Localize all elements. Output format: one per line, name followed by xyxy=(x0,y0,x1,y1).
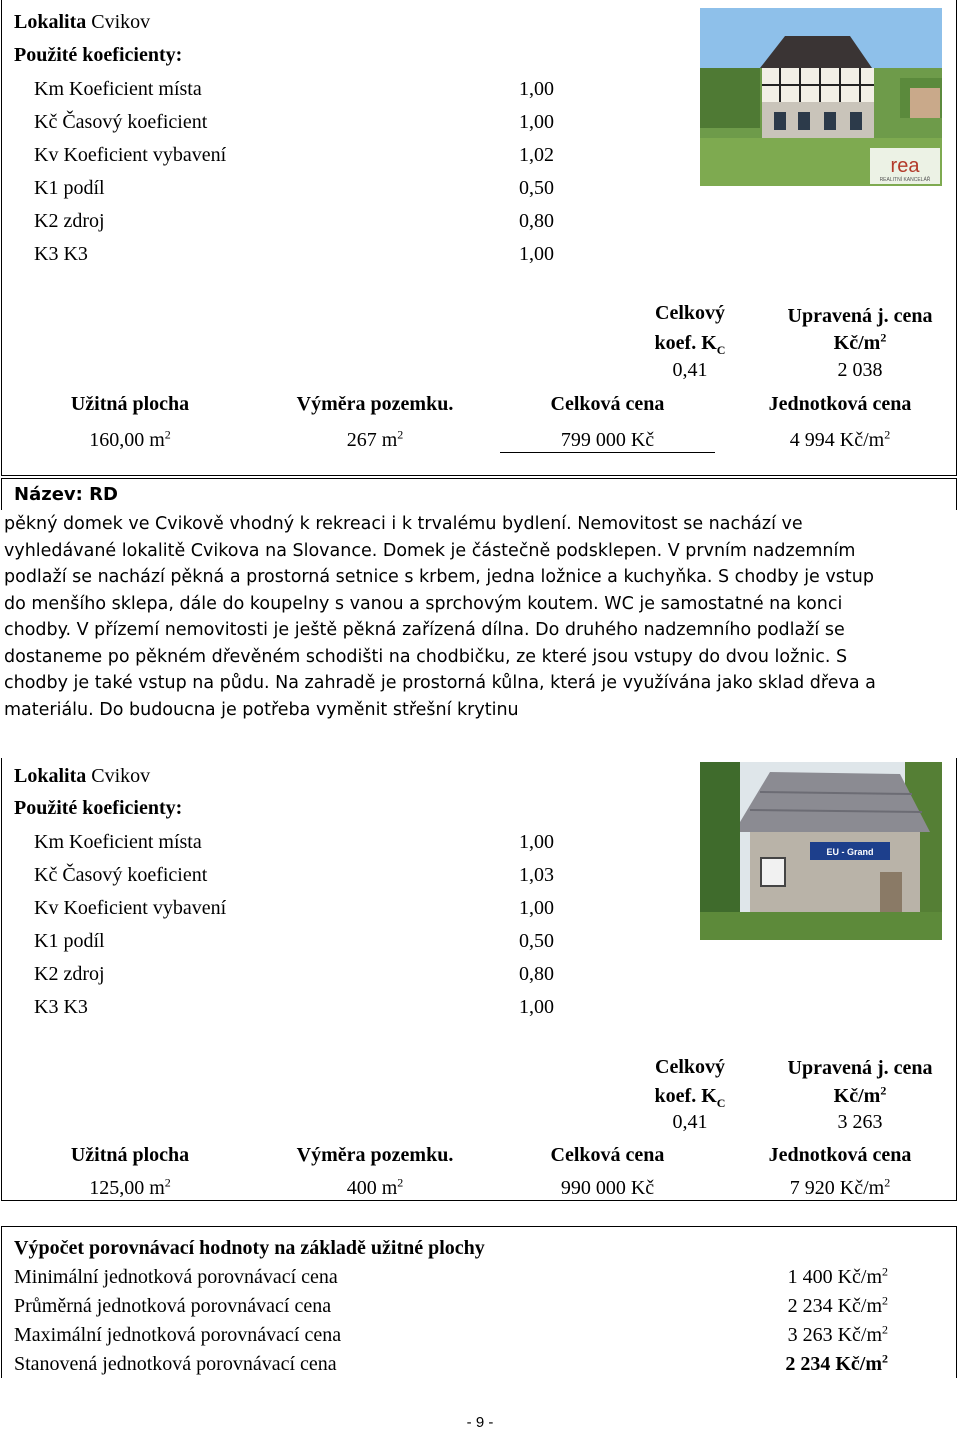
celkovy-koef-label-2: koef. $K_C$ xyxy=(654,1085,726,1110)
coefficient-label: Kč Časový koeficient xyxy=(34,111,208,133)
desc-title-value: RD xyxy=(89,484,118,505)
coefficient-label: Kv Koeficient vybavení xyxy=(34,144,227,166)
upravena-cena-label-1: Upravená j. cena xyxy=(787,305,933,327)
coefficient-value: 1,00 xyxy=(519,111,554,133)
summary-row-value: 2 234 $Kč/m^2$ xyxy=(787,1293,888,1317)
coefficient-label: K3 K3 xyxy=(34,243,88,265)
coefficient-value: 1,00 xyxy=(519,996,554,1018)
coefficient-value: 1,00 xyxy=(519,897,554,919)
summary-right-line xyxy=(956,1226,957,1378)
coefficient-row xyxy=(34,931,554,964)
coefficient-row xyxy=(34,898,554,931)
coefficient-label: K1 podíl xyxy=(34,930,105,952)
celkovy-koef-value: 0,41 xyxy=(672,1111,708,1133)
coefficient-value: 1,00 xyxy=(519,831,554,853)
page-number: - 9 - xyxy=(466,1414,494,1431)
frame-right-line xyxy=(956,0,957,476)
summary-row-label: Stanovená jednotková porovnávací cena xyxy=(14,1353,337,1375)
coefficient-value: 1,00 xyxy=(519,243,554,265)
frame-left-line xyxy=(1,0,2,476)
coefficient-value: 1,03 xyxy=(519,864,554,886)
header-celkova-cena: Celková cena xyxy=(550,1144,665,1166)
summary-row-value: 3 263 $Kč/m^2$ xyxy=(787,1322,888,1346)
shop-sign-text: EU - Grand xyxy=(826,847,874,857)
desc-line: chodby je také vstup na půdu. Na zahradě je prostorná kůlna, která je využívána jako sklad dřeva a xyxy=(4,673,876,693)
desc-title xyxy=(14,484,118,505)
desc-line: pěkný domek ve Cvikově vhodný k rekreaci i k trvalému bydlení. Nemovitost se nachází ve xyxy=(4,514,803,534)
desc-title-label: Název: xyxy=(14,484,83,505)
upravena-cena-value: 3 263 xyxy=(837,1111,883,1133)
upravena-cena-label-2: $Kč/m^2$ xyxy=(833,330,887,354)
desc-line: chodby. V přízemí nemovitosti je ještě pěkná zařízená dílna. Do druhého nadzemního podlaží se xyxy=(4,620,845,640)
coefficient-label: K2 zdroj xyxy=(34,963,105,985)
coefficient-label: Km Koeficient místa xyxy=(34,831,202,853)
header-vymera-pozemku: Výměra pozemku. xyxy=(296,393,454,415)
header-jednotkova-cena: Jednotková cena xyxy=(768,393,912,415)
coefficient-label: Kč Časový koeficient xyxy=(34,864,208,886)
property-photo xyxy=(700,762,942,940)
value-celkova-cena: 990 000 Kč xyxy=(560,1177,655,1199)
frame2-right-line xyxy=(956,758,957,1201)
value-vymera-pozemku: 400 $m^2$ xyxy=(346,1175,404,1199)
value-celkova-cena: 799 000 Kč xyxy=(560,429,655,451)
desc-line: podlaží se nachází pěkná a prostorná setnice s krbem, jedna ložnice a kuchyňka. S chodby je vstup xyxy=(4,567,874,587)
coefficient-value: 0,80 xyxy=(519,963,554,985)
desc-line: vyhledávané lokalitě Cvikova na Slovance. Domek je částečně podsklepen. V prvním nadzemním xyxy=(4,540,856,561)
desc-line: dostaneme po pěkném dřevěném schodišti na chodbičku, ze které jsou vstupy do dvou ložnic. S xyxy=(4,646,848,667)
desc-line: do menšího sklepa, dále do koupelny s vanou a sprchovým koutem. WC je samostatné na konci xyxy=(4,593,843,614)
upravena-cena-label-1: Upravená j. cena xyxy=(787,1057,933,1079)
desc-body xyxy=(4,511,956,723)
summary-left-line xyxy=(1,1226,2,1378)
header-uzitna-plocha: Užitná plocha xyxy=(70,1144,190,1166)
coefficient-row xyxy=(34,79,554,112)
celkovy-koef-label-1: Celkový xyxy=(655,1056,725,1078)
summary-row-label: Průměrná jednotková porovnávací cena xyxy=(14,1295,332,1317)
header-jednotkova-cena: Jednotková cena xyxy=(768,1144,912,1166)
desc-right-line xyxy=(956,478,957,510)
coefficient-label: K2 zdroj xyxy=(34,210,105,232)
celkovy-koef-label-1: Celkový xyxy=(655,302,725,324)
coefficient-label: K1 podíl xyxy=(34,177,105,199)
frame2-bottom-line xyxy=(1,1200,957,1201)
coefficient-row xyxy=(34,244,554,277)
coefficient-value: 1,02 xyxy=(519,144,554,166)
coefficient-value: 0,50 xyxy=(519,930,554,952)
value-jednotkova-cena: 7 920 $Kč/m^2$ xyxy=(789,1175,891,1199)
lokalita-line xyxy=(14,766,150,786)
coefficient-label: Kv Koeficient vybavení xyxy=(34,897,227,919)
lokalita-value: Cvikov xyxy=(91,765,151,787)
coefficient-row xyxy=(34,865,554,898)
header-vymera-pozemku: Výměra pozemku. xyxy=(296,1144,454,1166)
coefficient-label: K3 K3 xyxy=(34,996,88,1018)
desc-top-line xyxy=(1,478,957,479)
logo-subtext: REALITNÍ KANCELÁŘ xyxy=(879,177,931,183)
lokalita-value: Cvikov xyxy=(91,11,151,33)
upravena-cena-value: 2 038 xyxy=(837,359,883,381)
value-vymera-pozemku: 267 $m^2$ xyxy=(346,427,404,451)
frame2-left-line xyxy=(1,758,2,1201)
upravena-cena-label-2: $Kč/m^2$ xyxy=(833,1083,887,1107)
cena-underline xyxy=(500,452,715,453)
lokalita-label: Lokalita xyxy=(14,11,87,33)
coefficient-row xyxy=(34,112,554,145)
summary-row-label: Minimální jednotková porovnávací cena xyxy=(14,1266,338,1288)
coefficient-row xyxy=(34,145,554,178)
value-uzitna-plocha: 160,00 $m^2$ xyxy=(89,427,171,451)
frame-bottom-line xyxy=(1,475,957,476)
celkovy-koef-value: 0,41 xyxy=(672,359,708,381)
summary-top-line xyxy=(1,1226,957,1227)
coefficient-row xyxy=(34,178,554,211)
summary-row-value-final: 2 234 $Kč/m^2$ xyxy=(785,1351,888,1375)
coefficient-label: Km Koeficient místa xyxy=(34,78,202,100)
summary-row-label: Maximální jednotková porovnávací cena xyxy=(14,1324,342,1346)
coefficient-row xyxy=(34,997,554,1030)
value-uzitna-plocha: 125,00 $m^2$ xyxy=(89,1175,171,1199)
koef-heading: Použité koeficienty: xyxy=(14,797,183,819)
coefficient-value: 1,00 xyxy=(519,78,554,100)
summary-heading: Výpočet porovnávací hodnoty na základě užitné plochy xyxy=(14,1237,485,1259)
coefficient-row xyxy=(34,832,554,865)
header-uzitna-plocha: Užitná plocha xyxy=(70,393,190,415)
coefficient-row xyxy=(34,211,554,244)
coefficient-value: 0,80 xyxy=(519,210,554,232)
coefficient-row xyxy=(34,964,554,997)
coefficient-list xyxy=(34,832,554,1030)
coefficient-value: 0,50 xyxy=(519,177,554,199)
desc-left-line xyxy=(1,478,2,510)
desc-line: materiálu. Do budoucna je potřeba vyměnit střešní krytinu xyxy=(4,699,519,720)
logo-text: rea xyxy=(890,155,920,177)
lokalita-line xyxy=(14,12,150,32)
summary-row-value: 1 400 $Kč/m^2$ xyxy=(787,1264,888,1288)
value-jednotkova-cena: 4 994 $Kč/m^2$ xyxy=(789,427,891,451)
header-celkova-cena: Celková cena xyxy=(550,393,665,415)
koef-heading: Použité koeficienty: xyxy=(14,44,183,66)
lokalita-label: Lokalita xyxy=(14,765,87,787)
property-photo xyxy=(700,8,942,186)
celkovy-koef-label-2: koef. $K_C$ xyxy=(654,332,726,357)
coefficient-list xyxy=(34,79,554,277)
